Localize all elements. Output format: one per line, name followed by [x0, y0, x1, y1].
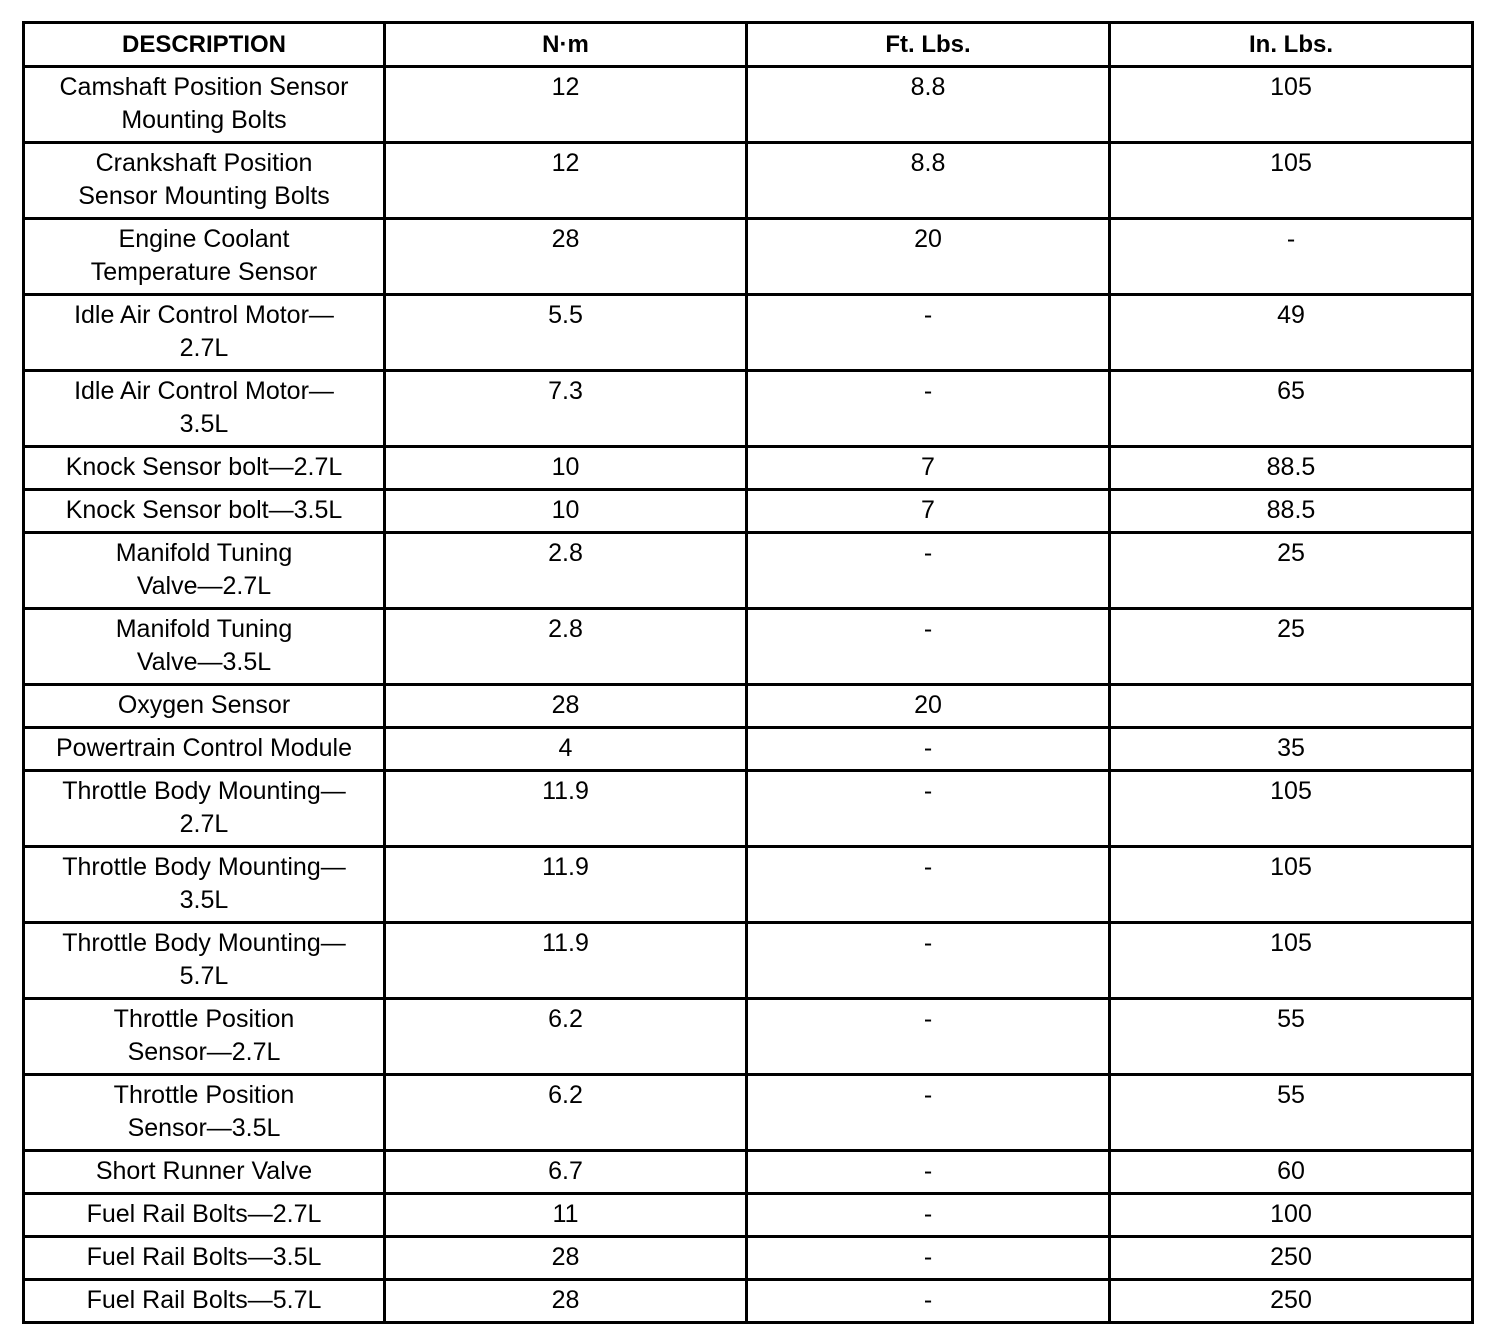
foot-pounds-cell: 7	[747, 490, 1110, 533]
description-cell	[24, 847, 385, 923]
description-line: Fuel Rail Bolts—2.7L	[86, 1200, 322, 1228]
inch-pounds-cell: 100	[1110, 1194, 1473, 1237]
newton-meters-cell: 2.8	[385, 533, 747, 609]
inch-pounds-cell: 49	[1110, 295, 1473, 371]
description-line: Oxygen Sensor	[117, 691, 291, 719]
foot-pounds-cell: -	[747, 771, 1110, 847]
table-row	[24, 771, 1473, 847]
newton-meters-cell: 28	[385, 219, 747, 295]
description-line: Camshaft Position Sensor	[59, 73, 349, 101]
inch-pounds-cell	[1110, 685, 1473, 728]
description-line: 2.7L	[179, 810, 229, 838]
foot-pounds-cell: -	[747, 1075, 1110, 1151]
description-line: Temperature Sensor	[90, 258, 318, 286]
header-foot-pounds: Ft. Lbs.	[747, 23, 1110, 67]
table-row	[24, 533, 1473, 609]
newton-meters-cell: 28	[385, 1237, 747, 1280]
newton-meters-cell: 28	[385, 1280, 747, 1323]
description-line: 2.7L	[179, 334, 229, 362]
description-line: Manifold Tuning	[115, 615, 293, 643]
description-line: Knock Sensor bolt—2.7L	[65, 453, 343, 481]
foot-pounds-cell: -	[747, 1237, 1110, 1280]
inch-pounds-cell: 55	[1110, 1075, 1473, 1151]
newton-meters-cell: 4	[385, 728, 747, 771]
foot-pounds-cell: -	[747, 371, 1110, 447]
description-cell	[24, 447, 385, 490]
foot-pounds-cell: -	[747, 1280, 1110, 1323]
newton-meters-cell: 7.3	[385, 371, 747, 447]
newton-meters-cell: 6.2	[385, 999, 747, 1075]
description-line: Short Runner Valve	[95, 1157, 313, 1185]
description-line: 5.7L	[179, 962, 229, 990]
description-cell	[24, 143, 385, 219]
newton-meters-cell: 11.9	[385, 847, 747, 923]
description-line: Sensor—3.5L	[127, 1114, 281, 1142]
description-line: Throttle Body Mounting—	[62, 929, 346, 957]
description-cell	[24, 1075, 385, 1151]
description-line: 3.5L	[179, 886, 229, 914]
header-inch-pounds: In. Lbs.	[1110, 23, 1473, 67]
newton-meters-cell: 28	[385, 685, 747, 728]
description-line: Valve—3.5L	[136, 648, 272, 676]
header-row	[24, 23, 1473, 67]
header-newton-meters: N·m	[385, 23, 747, 67]
newton-meters-cell: 10	[385, 447, 747, 490]
description-cell	[24, 371, 385, 447]
inch-pounds-cell: 88.5	[1110, 447, 1473, 490]
foot-pounds-cell: -	[747, 609, 1110, 685]
newton-meters-cell: 11	[385, 1194, 747, 1237]
inch-pounds-cell: 88.5	[1110, 490, 1473, 533]
foot-pounds-cell: -	[747, 1151, 1110, 1194]
inch-pounds-cell: 25	[1110, 533, 1473, 609]
newton-meters-cell: 6.7	[385, 1151, 747, 1194]
newton-meters-cell: 2.8	[385, 609, 747, 685]
table-row	[24, 143, 1473, 219]
inch-pounds-cell: 65	[1110, 371, 1473, 447]
table-row	[24, 1280, 1473, 1323]
description-cell	[24, 685, 385, 728]
inch-pounds-cell: 105	[1110, 67, 1473, 143]
table-row	[24, 490, 1473, 533]
description-line: Idle Air Control Motor—	[74, 301, 334, 329]
foot-pounds-cell: -	[747, 847, 1110, 923]
description-line: Crankshaft Position	[95, 149, 313, 177]
foot-pounds-cell: -	[747, 999, 1110, 1075]
table-row	[24, 67, 1473, 143]
description-line: 3.5L	[179, 410, 229, 438]
inch-pounds-cell: 55	[1110, 999, 1473, 1075]
table-row	[24, 371, 1473, 447]
description-cell	[24, 219, 385, 295]
foot-pounds-cell: -	[747, 728, 1110, 771]
foot-pounds-cell: 20	[747, 219, 1110, 295]
newton-meters-cell: 5.5	[385, 295, 747, 371]
description-cell	[24, 771, 385, 847]
description-line: Throttle Position	[113, 1081, 295, 1109]
description-line: Manifold Tuning	[115, 539, 293, 567]
table-header	[24, 23, 1473, 67]
description-cell	[24, 1194, 385, 1237]
newton-meters-cell: 12	[385, 67, 747, 143]
newton-meters-cell: 11.9	[385, 771, 747, 847]
description-cell	[24, 728, 385, 771]
description-line: Sensor—2.7L	[127, 1038, 281, 1066]
foot-pounds-cell: 7	[747, 447, 1110, 490]
header-description: DESCRIPTION	[24, 23, 385, 67]
table-row	[24, 1194, 1473, 1237]
description-line: Throttle Body Mounting—	[62, 853, 346, 881]
foot-pounds-cell: -	[747, 923, 1110, 999]
inch-pounds-cell: 25	[1110, 609, 1473, 685]
table-row	[24, 999, 1473, 1075]
foot-pounds-cell: -	[747, 1194, 1110, 1237]
table-row	[24, 847, 1473, 923]
description-line: Throttle Body Mounting—	[62, 777, 346, 805]
table-row	[24, 219, 1473, 295]
description-line: Engine Coolant	[118, 225, 290, 253]
table-row	[24, 685, 1473, 728]
description-line: Fuel Rail Bolts—3.5L	[86, 1243, 322, 1271]
table-row	[24, 1151, 1473, 1194]
table-row	[24, 609, 1473, 685]
description-line: Fuel Rail Bolts—5.7L	[86, 1286, 322, 1314]
table-row	[24, 1237, 1473, 1280]
newton-meters-cell: 10	[385, 490, 747, 533]
description-cell	[24, 1280, 385, 1323]
description-line: Idle Air Control Motor—	[74, 377, 334, 405]
newton-meters-cell: 11.9	[385, 923, 747, 999]
table-row	[24, 295, 1473, 371]
description-line: Sensor Mounting Bolts	[78, 182, 330, 210]
table-row	[24, 447, 1473, 490]
torque-specification-table	[22, 21, 1474, 1324]
description-line: Powertrain Control Module	[56, 734, 352, 762]
description-cell	[24, 295, 385, 371]
description-cell	[24, 999, 385, 1075]
table-body	[24, 67, 1473, 1323]
description-line: Mounting Bolts	[121, 106, 287, 134]
description-line: Throttle Position	[113, 1005, 295, 1033]
inch-pounds-cell: 105	[1110, 923, 1473, 999]
description-cell	[24, 923, 385, 999]
description-cell	[24, 1151, 385, 1194]
table-row	[24, 728, 1473, 771]
foot-pounds-cell: 8.8	[747, 143, 1110, 219]
foot-pounds-cell: 8.8	[747, 67, 1110, 143]
description-cell	[24, 533, 385, 609]
description-cell	[24, 1237, 385, 1280]
foot-pounds-cell: -	[747, 533, 1110, 609]
inch-pounds-cell: 105	[1110, 143, 1473, 219]
description-cell	[24, 67, 385, 143]
inch-pounds-cell: 250	[1110, 1280, 1473, 1323]
table-row	[24, 1075, 1473, 1151]
foot-pounds-cell: -	[747, 295, 1110, 371]
table-row	[24, 923, 1473, 999]
inch-pounds-cell: 35	[1110, 728, 1473, 771]
description-cell	[24, 609, 385, 685]
foot-pounds-cell: 20	[747, 685, 1110, 728]
description-line: Valve—2.7L	[136, 572, 272, 600]
inch-pounds-cell: 105	[1110, 847, 1473, 923]
newton-meters-cell: 12	[385, 143, 747, 219]
description-cell	[24, 490, 385, 533]
newton-meters-cell: 6.2	[385, 1075, 747, 1151]
inch-pounds-cell: 60	[1110, 1151, 1473, 1194]
inch-pounds-cell: 250	[1110, 1237, 1473, 1280]
description-line: Knock Sensor bolt—3.5L	[65, 496, 343, 524]
inch-pounds-cell: 105	[1110, 771, 1473, 847]
inch-pounds-cell: -	[1110, 219, 1473, 295]
